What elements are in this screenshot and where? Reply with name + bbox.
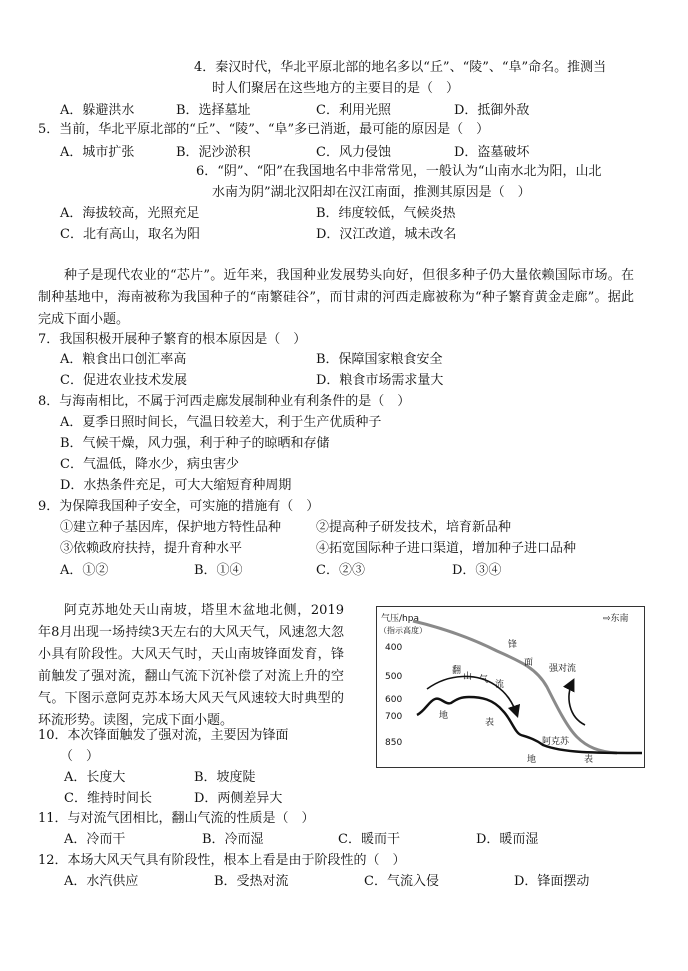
q7-option-b[interactable]: B．保障国家粮食安全 <box>316 352 443 367</box>
q12-option-b[interactable]: B．受热对流 <box>214 874 289 889</box>
flow-label-3: 气 <box>479 675 489 685</box>
q8-option-d[interactable]: D．水热条件充足，可大大缩短育种周期 <box>60 478 292 493</box>
q8-stem: 8．与海南相比，不属于河西走廊发展制种业有利条件的是（ ） <box>38 394 411 409</box>
aksu-passage: 阿克苏地处天山南坡，塔里木盆地北侧，2019年8月出现一场持续3天左右的大风天气，风速忽大忽小具有阶段性。大风天气时，天山南坡锋面发育，锋前触发了强对流，翻山气流下沉补偿了对流上升的空气。下图示意阿克苏本场大风天气风速较大时典型的环流形势。读图，完成下面小题。 <box>38 603 344 728</box>
direction-label: ⇨东南 <box>603 614 629 624</box>
front-label-1: 锋 <box>508 640 518 650</box>
q4-stem-line1: 4．秦汉时代，华北平原北部的地名多以“丘”、“陵”、“阜”命名。推测当 <box>194 60 607 75</box>
q5-option-b[interactable]: B．泥沙淤积 <box>176 145 251 160</box>
q4-stem-line2: 时人们聚居在这些地方的主要目的是（ ） <box>212 81 460 96</box>
surface-label-1: 地 <box>439 711 449 721</box>
q10-option-a[interactable]: A．长度大 <box>64 770 126 785</box>
q5-stem: 5．当前，华北平原北部的“丘”、“陵”、“阜”多已消逝，最可能的原因是（ ） <box>38 122 490 137</box>
q4-option-a[interactable]: A．躲避洪水 <box>60 103 135 118</box>
q9-stem: 9．为保障我国种子安全，可实施的措施有（ ） <box>38 499 320 514</box>
q9-option-d[interactable]: D．③④ <box>452 563 502 578</box>
q10-option-d[interactable]: D．两侧差异大 <box>194 791 283 806</box>
q9-option-c[interactable]: C．②③ <box>316 563 365 578</box>
surface-label-4: 表 <box>584 755 594 765</box>
q11-option-d[interactable]: D．暖而湿 <box>476 832 539 847</box>
q6-option-c[interactable]: C．北有高山，取名为阳 <box>60 227 200 242</box>
q8-option-a[interactable]: A．夏季日照时间长，气温日较差大，利于生产优质种子 <box>60 415 382 430</box>
tick-500: 500 <box>385 672 403 682</box>
q10-option-b[interactable]: B．坡度陡 <box>194 770 256 785</box>
q7-option-c[interactable]: C．促进农业技术发展 <box>60 373 187 388</box>
q4-option-d[interactable]: D．抵御外敌 <box>454 103 530 118</box>
q9-item-4: ④拓宽国际种子进口渠道，增加种子进口品种 <box>316 541 577 556</box>
q9-option-a[interactable]: A．①② <box>60 563 109 578</box>
q10-stem-line1: 10．本次锋面触发了强对流，主要因为锋面 <box>38 728 289 743</box>
q9-item-3: ③依赖政府扶持，提升育种水平 <box>60 541 243 556</box>
q6-option-b[interactable]: B．纬度较低，气候炎热 <box>316 206 456 221</box>
q8-option-c[interactable]: C．气温低，降水少，病虫害少 <box>60 457 239 472</box>
q5-option-c[interactable]: C．风力侵蚀 <box>316 145 391 160</box>
seed-passage: 种子是现代农业的“芯片”。近年来，我国种业发展势头向好，但很多种子仍大量依赖国际市场。在制种基地中，海南被称为我国种子的“南繁硅谷”，而甘肃的河西走廊被称为“种子繁育黄金走廊”。据此完成下面小题。 <box>38 268 634 327</box>
q4-option-c[interactable]: C．利用光照 <box>316 103 391 118</box>
q7-stem: 7．我国积极开展种子繁育的根本原因是（ ） <box>38 332 307 347</box>
q6-option-a[interactable]: A．海拔较高，光照充足 <box>60 206 200 221</box>
q11-stem: 11．与对流气团相比，翻山气流的性质是（ ） <box>38 811 315 826</box>
circulation-figure <box>376 606 645 768</box>
tick-850: 850 <box>385 738 403 748</box>
q12-option-c[interactable]: C．气流入侵 <box>364 874 439 889</box>
q6-stem-line1: 6．“阴”、“阳”在我国地名中非常常见，一般认为“山南水北为阳，山北 <box>196 164 602 179</box>
q9-option-b[interactable]: B．①④ <box>194 563 243 578</box>
q9-item-1: ①建立种子基因库，保护地方特性品种 <box>60 520 282 535</box>
flow-label-4: 流 <box>495 680 505 690</box>
surface-label-2: 表 <box>485 718 495 728</box>
tick-600: 600 <box>385 695 403 705</box>
tick-400: 400 <box>385 643 403 653</box>
flow-label-1: 翻 <box>452 666 462 676</box>
circulation-diagram <box>377 607 644 767</box>
q5-option-d[interactable]: D．盗墓破坏 <box>454 145 530 160</box>
q10-option-c[interactable]: C．维持时间长 <box>64 791 152 806</box>
aksu-label: 阿克苏 <box>542 737 570 747</box>
q9-item-2: ②提高种子研发技术，培育新品种 <box>316 520 512 535</box>
q8-option-b[interactable]: B．气候干燥，风力强，利于种子的晾晒和存储 <box>60 436 330 451</box>
q5-option-a[interactable]: A．城市扩张 <box>60 145 135 160</box>
q6-stem-line2: 水南为阴”湖北汉阳却在汉江南面，推测其原因是（ ） <box>212 185 531 200</box>
tick-700: 700 <box>385 712 403 722</box>
convection-arrow <box>569 681 585 725</box>
q12-option-a[interactable]: A．水汽供应 <box>64 874 139 889</box>
q6-option-d[interactable]: D．汉江改道，城未改名 <box>316 227 457 242</box>
q12-option-d[interactable]: D．锋面摆动 <box>514 874 590 889</box>
q12-stem: 12．本场大风天气具有阶段性，根本上看是由于阶段性的（ ） <box>38 853 406 868</box>
front-label-2: 面 <box>524 658 534 668</box>
q7-option-d[interactable]: D．粮食市场需求量大 <box>316 373 444 388</box>
q11-option-b[interactable]: B．冷而湿 <box>202 832 264 847</box>
q7-option-a[interactable]: A．粮食出口创汇率高 <box>60 352 187 367</box>
surface-label-3: 地 <box>527 755 537 765</box>
y-axis-sublabel: （指示高度） <box>379 626 427 635</box>
y-axis-label: 气压/hpa <box>381 614 419 624</box>
q4-option-b[interactable]: B．选择墓址 <box>176 103 251 118</box>
convection-label: 强对流 <box>549 664 577 674</box>
terrain-surface <box>417 697 642 753</box>
flow-label-2: 山 <box>463 672 473 682</box>
q11-option-c[interactable]: C．暖而干 <box>338 832 400 847</box>
q10-stem-line2: （ ） <box>60 749 100 764</box>
q11-option-a[interactable]: A．冷而干 <box>64 832 126 847</box>
